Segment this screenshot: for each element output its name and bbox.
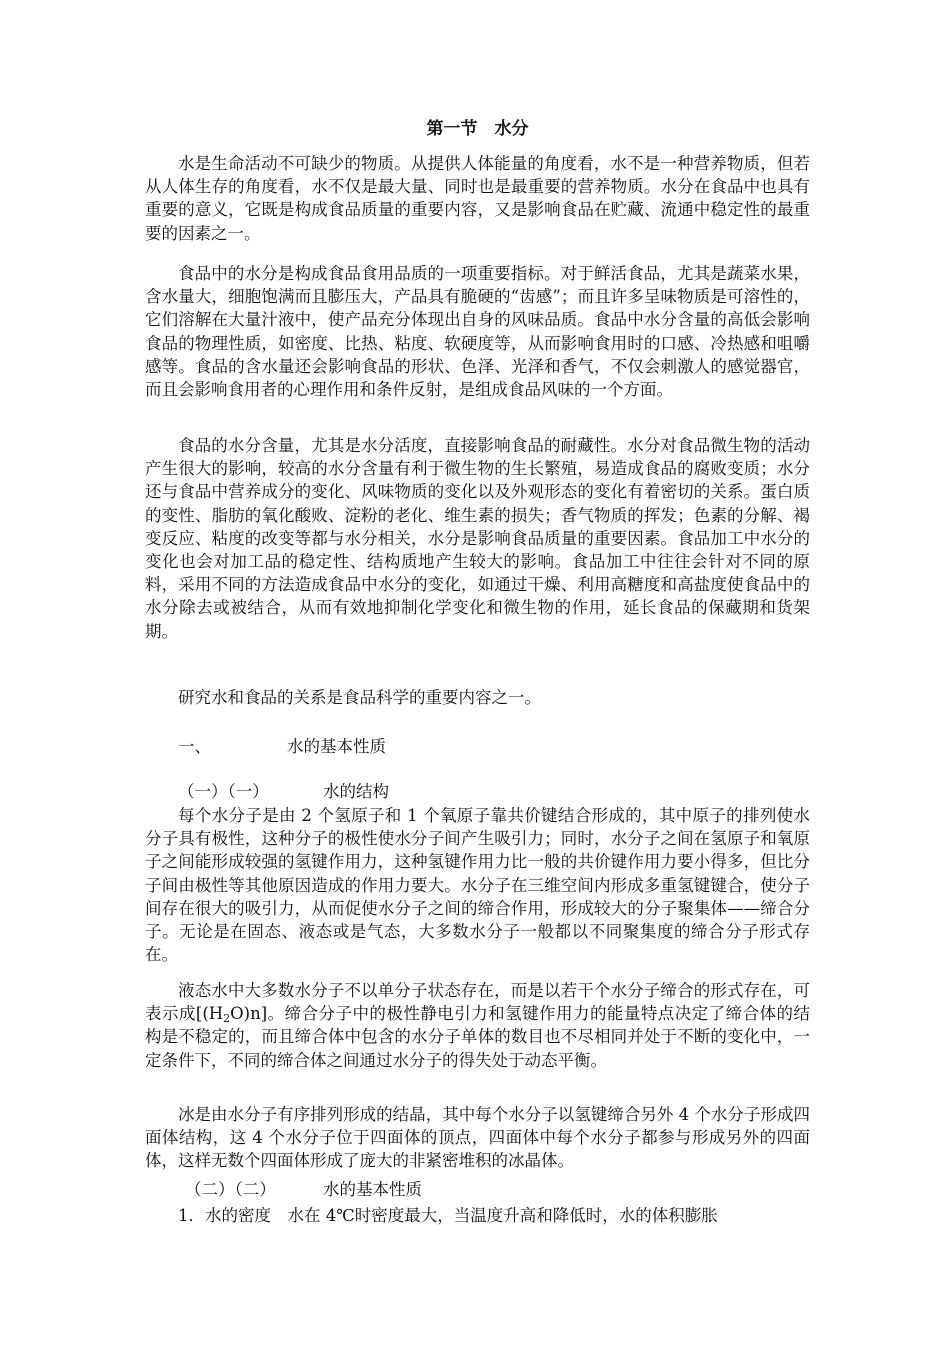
heading-2-number: （一）（一） [178, 782, 269, 801]
section-title: 第一节 水分 [426, 119, 529, 139]
paragraph-liquid-water [145, 979, 810, 1072]
paragraph-storage: 食品的水分含量，尤其是水分活度，直接影响食品的耐藏性。水分对食品微生物的活动产生很大的影响，较高的水分含量有利于微生物的生长繁殖，易造成食品的腐败变质；水分还与食品中营养成分的变化、风味物质的变化以及外观形态的变化有着密切的关系。蛋白质的变性、脂肪的氧化酸败、淀粉的老化、维生素的损失；香气物质的挥发；色素的分解、褐变反应、粘度的改变等都与水分相关，水分是影响食品质量的重要因素。食品加工中水分的变化也会对加工品的稳定性、结构质地产生较大的影响。食品加工中往往会针对不同的原料，采用不同的方法造成食品中水分的变化，如通过干燥、利用高糖度和高盐度使食品中的水分除去或被结合，从而有效地抑制化学变化和微生物的作用，延长食品的保藏期和货架期。 [145, 436, 810, 641]
paragraph-research: 研究水和食品的关系是食品科学的重要内容之一。 [178, 688, 541, 707]
subscript-2: 2 [223, 1012, 231, 1026]
paragraph-intro: 水是生命活动不可缺少的物质。从提供人体能量的角度看，水不是一种营养物质，但若从人体生存的角度看，水不仅是最大量、同时也是最重要的营养物质。水分在食品中也具有重要的意义，它既是构成食品质量的重要内容，又是影响食品在贮藏、流通中稳定性的最重要的因素之一。 [145, 154, 810, 243]
heading-3-number: （二）（二） [185, 1180, 276, 1199]
paragraph-food-quality: 食品中的水分是构成食品食用品质的一项重要指标。对于鲜活食品，尤其是蔬菜水果，含水量大，细胞饱满而且膨压大，产品具有脆硬的“齿感”；而且许多呈味物质是可溶性的，它们溶解在大量汁液中，使产品充分体现出自身的风味品质。食品中水分含量的高低会影响食品的物理性质，如密度、比热、粘度、软硬度等，从而影响食用时的口感、冷热感和咀嚼感等。食品的含水量还会影响食品的形状、色泽、光泽和香气，不仅会刺激人的感觉器官，而且会影响食用者的心理作用和条件反射，是组成食品风味的一个方面。 [145, 264, 810, 400]
paragraph-ice: 冰是由水分子有序排列形成的结晶，其中每个水分子以氢键缔合另外 4 个水分子形成四面体结构，这 4 个水分子位于四面体的顶点，四面体中每个水分子都参与形成另外的四面体，这样无数个四面体形成了庞大的非紧密堆积的冰晶体。 [145, 1105, 810, 1171]
paragraph-water-structure: 每个水分子是由 2 个氢原子和 1 个氧原子靠共价键结合形成的，其中原子的排列使水分子具有极性，这种分子的极性使水分子间产生吸引力；同时，水分子之间在氢原子和氧原子之间能形成较强的氢键作用力，这种氢键作用力比一般的共价键作用力要小得多，但比分子间由极性等其他原因造成的作用力要大。水分子在三维空间内形成多重氢键键合，使分子间存在很大的吸引力，从而促使水分子之间的缔合作用，形成较大的分子聚集体——缔合分子。无论是在固态、液态或是气态，大多数水分子一般都以不同聚集度的缔合分子形式存在。 [145, 806, 810, 965]
heading-2-text: 水的结构 [323, 782, 389, 801]
liquid-water-text-1: 液态水中大多数水分子不以单分子状态存在，而是以若干个水分子缔合的形式存在，可表示成[(H [145, 981, 810, 1024]
heading-1-text: 水的基本性质 [287, 737, 386, 756]
heading-1-number: 一、 [178, 737, 211, 756]
heading-3-text: 水的基本性质 [323, 1180, 422, 1199]
liquid-water-text-2: O)n]。缔合分子中的极性静电引力和氢键作用力的能量特点决定了缔合体的结构是不稳定的，而且缔合体中包含的水分子单体的数目也不尽相同并处于不断的变化中，一定条件下，不同的缔合体之间通过水分子的得失处于动态平衡。 [145, 1004, 810, 1070]
paragraph-density: 1．水的密度 水在 4℃时密度最大，当温度升高和降低时，水的体积膨胀 [178, 1206, 718, 1225]
